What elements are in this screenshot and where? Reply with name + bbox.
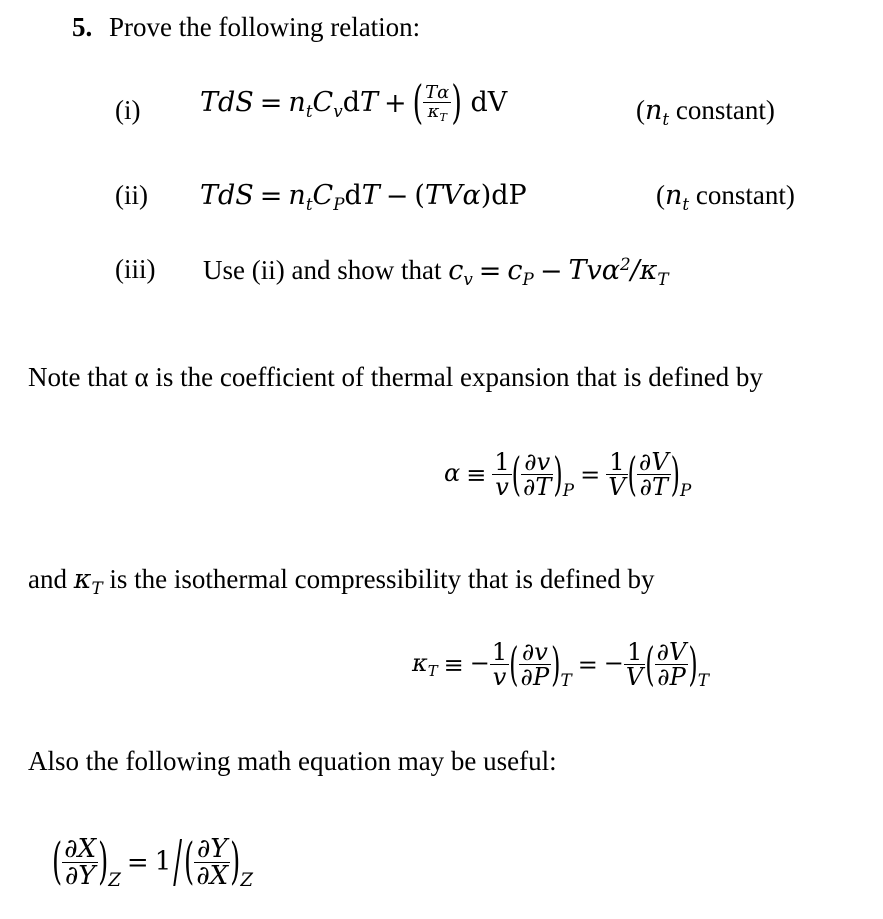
- item-iii-text: [203, 254, 669, 289]
- alpha-definition: α ≡ $\frac{1}{v}$ ( $\frac{\partial v}{\partial T}$ )P= $\frac{1}{V}$ ( $\frac{\partial V}{\partial T}$ )P: [444, 447, 692, 502]
- kappa-note: and $\kappa_T$ is the isothermal compressibility that is defined by: [28, 564, 655, 598]
- equation-i: TdS = $n_tC_vdT$ + ( $\frac{T\alpha}{\kappa_T}$ ) dV: [200, 77, 508, 130]
- constant-word-ii: constant): [695, 180, 795, 210]
- math-intro: Also the following math equation may be useful:: [28, 746, 557, 776]
- reciprocal-identity: ( $\frac{\partial X}{\partial Y}$ )Z= 1/( $\frac{\partial Y}{\partial X}$ )Z: [52, 829, 253, 896]
- constant-word-i: constant): [675, 95, 775, 125]
- kappa-definition: $\kappa_T$ ≡ − $\frac{1}{v}$ ( $\frac{\partial v}{\partial P}$ )T= − $\frac{1}{V}$ ( $\frac{\partial V}{\partial P}$ )T: [412, 637, 709, 692]
- kappa-note-and: and: [28, 564, 67, 594]
- item-iii-label: (iii): [115, 254, 156, 284]
- item-ii-label: (ii): [115, 180, 148, 210]
- item-i-label: (i): [115, 95, 141, 125]
- equation-ii: TdS = $n_tC_PdT - (TV\alpha)dP$: [200, 180, 527, 214]
- item-iii-instruction: Use (ii) and show that: [203, 255, 442, 286]
- problem-header: [72, 12, 420, 43]
- problem-number: 5.: [72, 12, 93, 42]
- problem-prompt: Prove the following relation:: [109, 12, 421, 42]
- equation-iii: $c_v = c_P - Tv\alpha^2/\kappa_T$: [448, 254, 669, 290]
- alpha-note: Note that α is the coefficient of thermal expansion that is defined by: [28, 362, 763, 392]
- item-ii-condition: ($n_t$ constant): [656, 180, 795, 214]
- item-i-condition: ($n_t$ constant): [636, 95, 775, 129]
- kappa-note-rest: is the isothermal compressibility that is defined by: [109, 564, 655, 594]
